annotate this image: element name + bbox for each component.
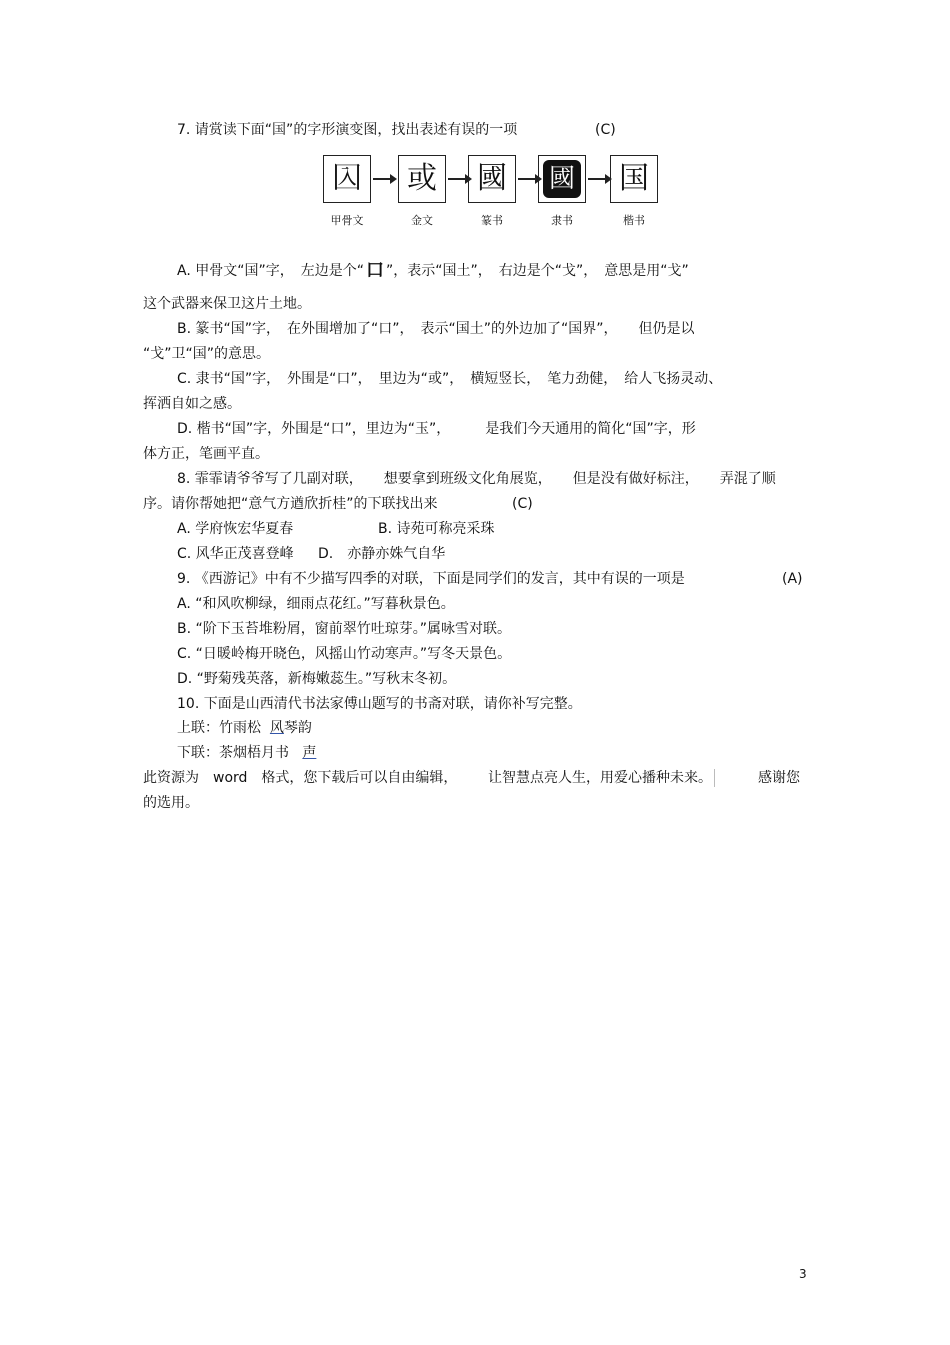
evolution-box-jinwen — [398, 155, 446, 203]
q7-option-b-line2: “戈”卫“国”的意思。 — [143, 346, 271, 362]
q7-option-a-text1: A. 甲骨文“国”字， 左边是个“ — [177, 263, 364, 279]
evolution-box-lishu — [538, 155, 586, 203]
q7-option-c-line2: 挥洒自如之感。 — [143, 396, 241, 412]
q9-stem: 9. 《西游记》中有不少描写四季的对联，下面是同学们的发言，其中有误的一项是 — [177, 571, 685, 587]
q8-stem-line2: 序。请你帮她把“意气方遒欣折桂”的下联找出来 — [143, 496, 438, 512]
q9-option-c: C. “日暖岭梅开晓色，风摇山竹动寒声。”写冬天景色。 — [177, 646, 512, 662]
evolution-glyph: 或 — [407, 161, 437, 196]
q8-option-b: B. 诗苑可称亮采珠 — [378, 521, 495, 537]
q8-option-d: D. 亦静亦姝气自华 — [318, 546, 446, 562]
arrow-icon — [518, 178, 540, 180]
q10-lower-couplet — [177, 744, 316, 762]
evolution-box-kaishu — [610, 155, 658, 203]
q7-answer: (C) — [595, 122, 616, 138]
q9-option-a: A. “和风吹柳绿，细雨点花红。”写暮秋景色。 — [177, 596, 455, 612]
page-number: 3 — [799, 1267, 807, 1281]
q10-upper-answer: 风 — [269, 720, 284, 736]
q7-option-a-line1 — [177, 262, 689, 280]
evolution-caption: 金文 — [411, 214, 433, 227]
evolution-glyph: 國 — [477, 161, 507, 196]
q7-option-a-line2: 这个武器来保卫这片土地。 — [143, 296, 311, 312]
q8-answer: (C) — [512, 496, 533, 512]
q7-option-a-text2: ”，表示“国土”， 右边是个“戈”， 意思是用“戈” — [386, 263, 689, 279]
footer-slogan: 让智慧点亮人生，用爱心播种未来。 — [488, 769, 715, 787]
q10-lower-label: 下联：茶烟梧月书 — [177, 745, 289, 761]
q7-option-d-line2: 体方正，笔画平直。 — [143, 446, 269, 462]
evolution-glyph: 𡆣 — [332, 161, 362, 196]
evolution-glyph: 国 — [619, 161, 649, 196]
arrow-icon — [448, 178, 470, 180]
q10-upper-tail: 琴韵 — [283, 720, 312, 736]
q10-upper-label: 上联：竹雨松 — [177, 720, 261, 736]
evolution-caption: 甲骨文 — [330, 214, 364, 227]
arrow-icon — [588, 178, 610, 180]
evolution-box-jiaguwen — [323, 155, 371, 203]
evolution-caption: 篆书 — [481, 214, 503, 227]
q7-option-c-line1: C. 隶书“国”字， 外围是“口”， 里边为“或”， 横短竖长， 笔力劲健， 给人飞扬灵动、 — [177, 371, 723, 387]
q8-option-c: C. 风华正茂喜登峰 — [177, 546, 294, 562]
q10-lower-answer: 声 — [302, 745, 317, 761]
evolution-caption: 隶书 — [551, 214, 573, 227]
footer-line1a: 此资源为 word 格式，您下载后可以自由编辑， — [143, 770, 458, 786]
q9-option-b: B. “阶下玉苔堆粉屑，窗前翠竹吐琼芽。”属咏雪对联。 — [177, 621, 512, 637]
q8-stem-line1: 8. 霏霏请爷爷写了几副对联， 想要拿到班级文化角展览， 但是没有做好标注， 弄混了顺 — [177, 471, 776, 487]
footer-line1c: 感谢您 — [758, 770, 800, 786]
footer-line2: 的选用。 — [143, 795, 199, 811]
q9-answer: (A) — [782, 571, 803, 587]
q10-upper-couplet — [177, 719, 312, 737]
evolution-caption: 楷书 — [623, 214, 645, 227]
evolution-box-zhuanshu — [468, 155, 516, 203]
q8-option-a: A. 学府恢宏华夏春 — [177, 521, 294, 537]
evolution-glyph: 國 — [543, 160, 581, 198]
arrow-icon — [373, 178, 395, 180]
q10-stem: 10. 下面是山西清代书法家傅山题写的书斋对联，请你补写完整。 — [177, 696, 582, 712]
q7-stem: 7. 请赏读下面“国”的字形演变图，找出表述有误的一项 — [177, 122, 518, 138]
q7-option-b-line1: B. 篆书“国”字， 在外围增加了“口”， 表示“国土”的外边加了“国界”， 但仍是以 — [177, 321, 695, 337]
q9-option-d: D. “野菊残英落，新梅嫩蕊生。”写秋末冬初。 — [177, 671, 457, 687]
q7-option-d-line1: D. 楷书“国”字，外围是“口”，里边为“玉”， 是我们今天通用的简化“国”字，形 — [177, 421, 696, 437]
oracle-glyph-icon: 口 — [366, 260, 384, 281]
